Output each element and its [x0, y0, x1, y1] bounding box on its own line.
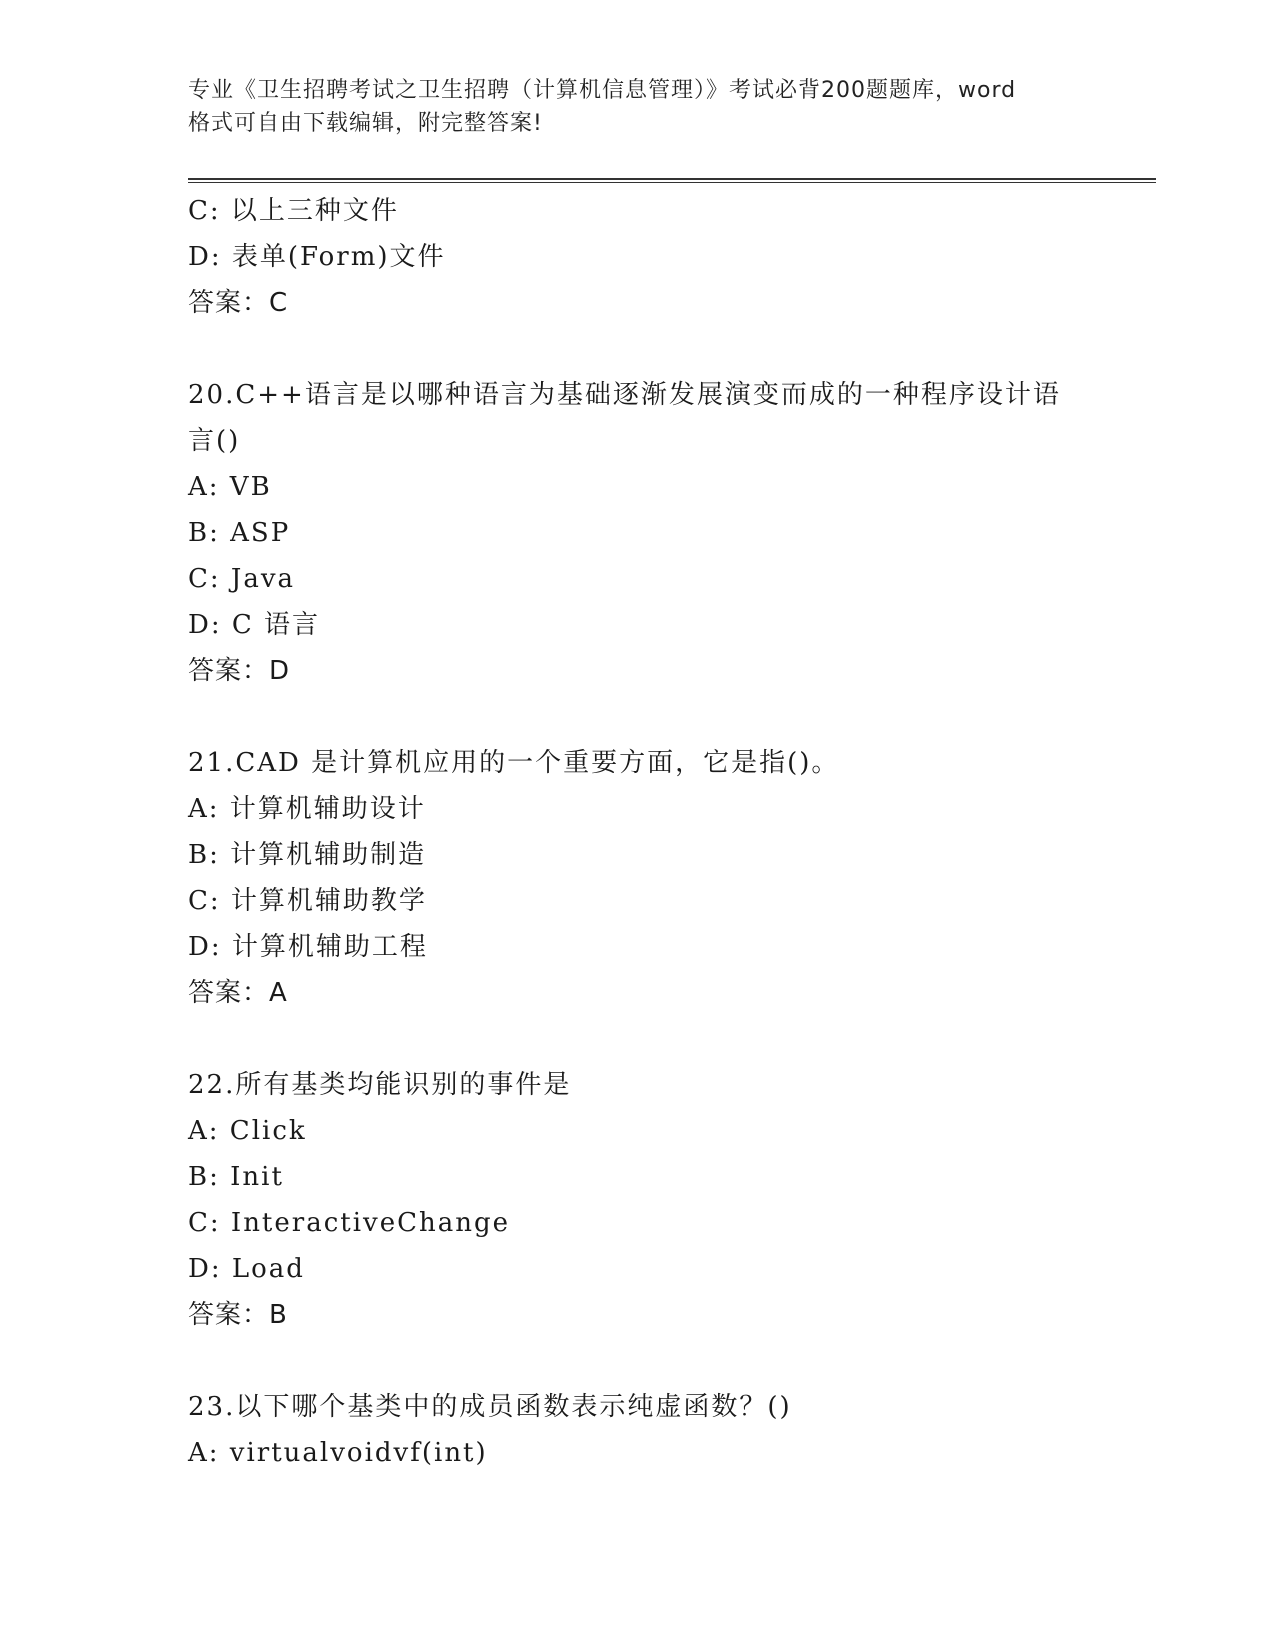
answer-line: 答案：B [188, 1300, 288, 1330]
option-c: C: 计算机辅助教学 [188, 886, 427, 916]
spacer [188, 1016, 1148, 1062]
option-a: A: Click [188, 1116, 307, 1146]
option-c: C: Java [188, 564, 296, 594]
question-text-continued: 言() [188, 426, 241, 456]
answer-line: 答案：D [188, 656, 291, 686]
spacer [188, 326, 1148, 372]
option-b: B: 计算机辅助制造 [188, 840, 427, 870]
option-c: C: 以上三种文件 [188, 196, 399, 226]
option-a: A: VB [188, 472, 272, 502]
option-a: A: virtualvoidvf(int) [188, 1438, 488, 1468]
spacer [188, 694, 1148, 740]
header-line-1: 专业《卫生招聘考试之卫生招聘（计算机信息管理）》考试必背200题题库，word [188, 78, 1017, 103]
question-block-19 [188, 188, 1148, 326]
question-block-23 [188, 1384, 1148, 1476]
question-block-22 [188, 1062, 1148, 1338]
document-content [188, 188, 1148, 1476]
answer-line: 答案：A [188, 978, 288, 1008]
question-text: 21.CAD 是计算机应用的一个重要方面，它是指()。 [188, 748, 840, 778]
question-text: 22.所有基类均能识别的事件是 [188, 1070, 572, 1100]
option-d: D: Load [188, 1254, 305, 1284]
option-c: C: InteractiveChange [188, 1208, 511, 1238]
document-header [188, 74, 1088, 140]
option-d: D: C 语言 [188, 610, 321, 640]
question-text: 20.C++语言是以哪种语言为基础逐渐发展演变而成的一种程序设计语 [188, 380, 1061, 410]
header-divider [188, 178, 1156, 183]
spacer [188, 1338, 1148, 1384]
question-block-20 [188, 372, 1148, 694]
option-a: A: 计算机辅助设计 [188, 794, 426, 824]
option-d: D: 表单(Form)文件 [188, 242, 446, 272]
question-block-21 [188, 740, 1148, 1016]
question-text: 23.以下哪个基类中的成员函数表示纯虚函数？() [188, 1392, 792, 1422]
option-d: D: 计算机辅助工程 [188, 932, 428, 962]
header-line-2: 格式可自由下载编辑，附完整答案! [188, 111, 543, 136]
option-b: B: ASP [188, 518, 291, 548]
answer-line: 答案：C [188, 288, 289, 318]
option-b: B: Init [188, 1162, 284, 1192]
